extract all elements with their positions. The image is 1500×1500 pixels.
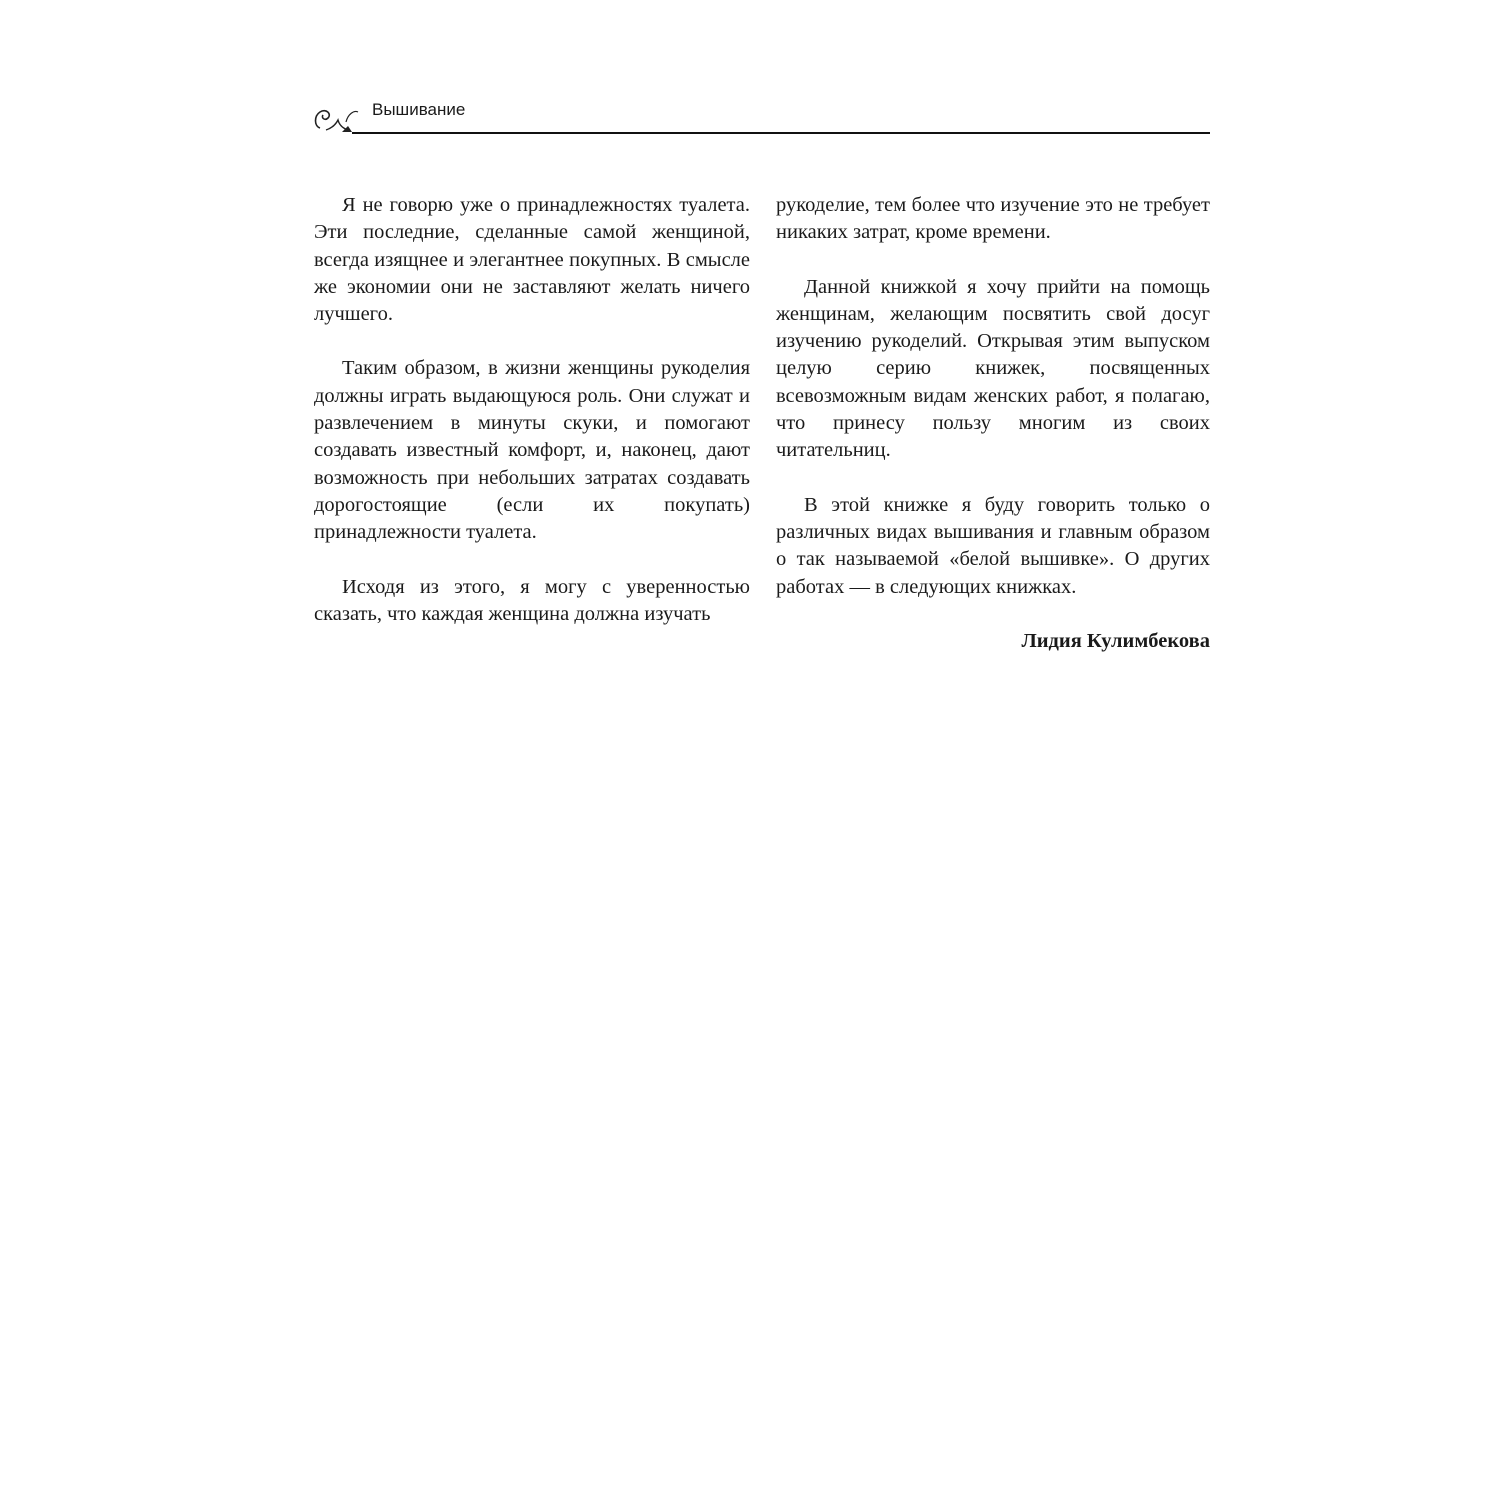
scroll-ornament-icon bbox=[312, 98, 368, 134]
paragraph: Исходя из этого, я могу с уверенностью сказать, что каждая женщина должна изучать bbox=[314, 575, 750, 625]
right-column bbox=[776, 192, 1210, 655]
left-column bbox=[314, 192, 750, 655]
author-signature: Лидия Кулимбекова bbox=[1021, 629, 1210, 652]
header-rule bbox=[352, 132, 1210, 134]
running-header bbox=[312, 96, 1210, 138]
paragraph-continued: рукоделие, тем более что изучение это не требует никаких затрат, кроме времени. bbox=[776, 194, 1210, 244]
paragraph: Данной книжкой я хочу прийти на помощь женщинам, желающим посвятить свой досуг изучению рукоделий. Открывая этим выпуском целую серию книжек, посвященных всевозможным видам женских работ, я полагаю, что принесу пользу многим из своих читательниц. bbox=[776, 275, 1210, 462]
paragraph: В этой книжке я буду говорить только о различных видах вышивания и главным образом о так называемой «белой вышивке». О других работах — в следующих книжках. bbox=[776, 493, 1210, 598]
running-head-title: Вышивание bbox=[372, 100, 466, 119]
paragraph: Я не говорю уже о принадлежностях туалета. Эти последние, сделанные самой женщиной, всегда изящнее и элегантнее покупных. В смысле же экономии они не заставляют желать ничего лучшего. bbox=[314, 194, 750, 326]
paragraph: Таким образом, в жизни женщины рукоделия должны играть выдающуюся роль. Они служат и развлечением в минуты скуки, и помогают создавать известный комфорт, и, наконец, дают возможность при небольших затратах создавать дорогостоящие (если их покупать) принадлежности туалета. bbox=[314, 357, 750, 544]
